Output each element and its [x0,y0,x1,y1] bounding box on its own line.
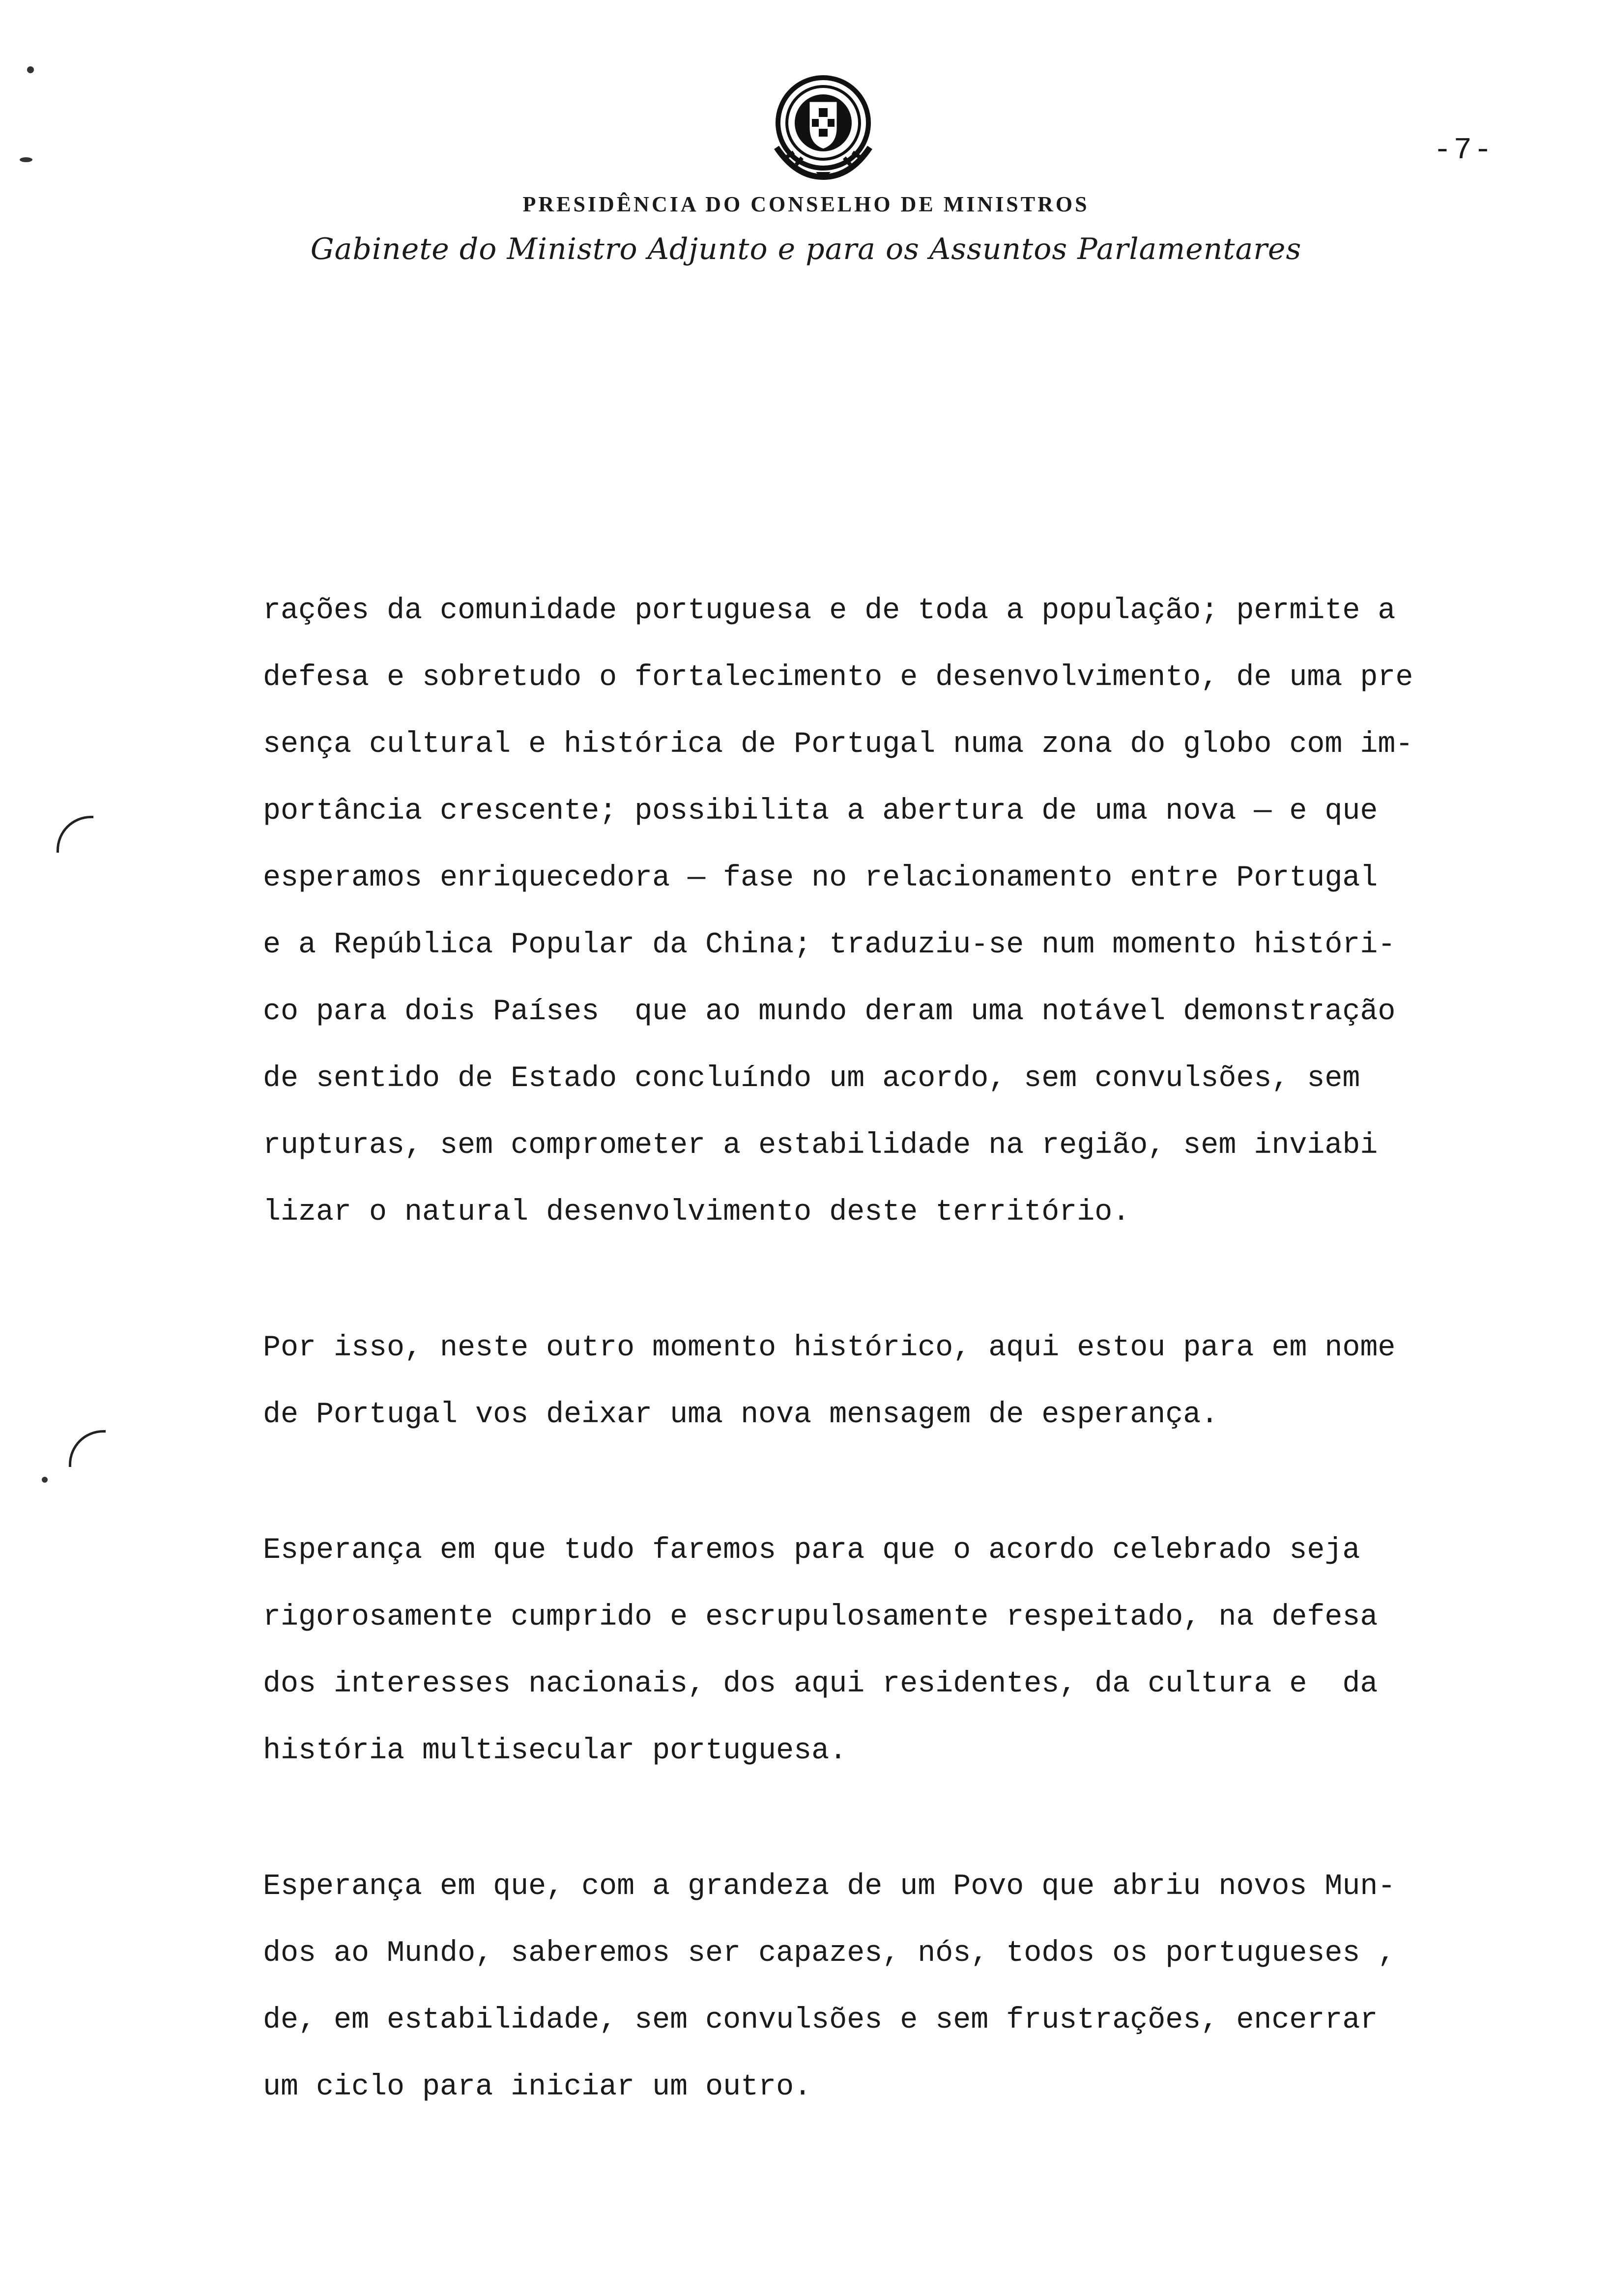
text-line: Esperança em que, com a grandeza de um Povo que abriu novos Mun- [263,1870,1396,1903]
page-number: -7- [1433,133,1494,168]
letterhead-title: PRESIDÊNCIA DO CONSELHO DE MINISTROS [522,192,1090,216]
text-line: co para dois Países que ao mundo deram uma notável demonstração [263,995,1396,1029]
text-line: Por isso, neste outro momento histórico, aqui estou para em nome [263,1331,1396,1365]
text-line: dos ao Mundo, saberemos ser capazes, nós, todos os portugueses , [263,1937,1396,1970]
text-line: dos interesses nacionais, dos aqui residentes, da cultura e da [263,1667,1378,1701]
text-line: de sentido de Estado concluíndo um acordo, sem convulsões, sem [263,1062,1360,1095]
margin-mark [57,816,93,853]
scan-speck [27,66,34,73]
text-line: história multisecular portuguesa. [263,1734,847,1768]
paragraph [263,1517,1560,1784]
paragraph [263,577,1560,1246]
text-line: de, em estabilidade, sem convulsões e sem frustrações, encerrar [263,2004,1378,2037]
text-line: defesa e sobretudo o fortalecimento e desenvolvimento, de uma pre [263,661,1413,694]
scan-speck [20,157,32,162]
document-body [263,577,1560,2189]
text-line: rações da comunidade portuguesa e de toda a população; permite a [263,594,1396,628]
text-line: esperamos enriquecedora — fase no relacionamento entre Portugal [263,861,1378,895]
scan-speck [42,1477,48,1483]
coat-of-arms-emblem [767,74,880,182]
text-line: rigorosamente cumprido e escrupulosamente respeitado, na defesa [263,1601,1378,1634]
text-line: um ciclo para iniciar um outro. [263,2070,812,2104]
text-line: lizar o natural desenvolvimento deste território. [263,1196,1130,1229]
paragraph [263,1315,1560,1448]
text-line: portância crescente; possibilita a abertura de uma nova — e que [263,795,1378,828]
margin-mark [69,1430,106,1467]
text-line: Esperança em que tudo faremos para que o acordo celebrado seja [263,1534,1360,1567]
letterhead-subtitle: Gabinete do Ministro Adjunto e para os Assuntos Parlamentares [310,232,1302,266]
paragraph [263,1853,1560,2121]
text-line: rupturas, sem comprometer a estabilidade na região, sem inviabi [263,1129,1378,1162]
text-line: de Portugal vos deixar uma nova mensagem de esperança. [263,1398,1219,1432]
text-line: sença cultural e histórica de Portugal numa zona do globo com im- [263,728,1413,761]
text-line: e a República Popular da China; traduziu-se num momento históri- [263,928,1396,962]
